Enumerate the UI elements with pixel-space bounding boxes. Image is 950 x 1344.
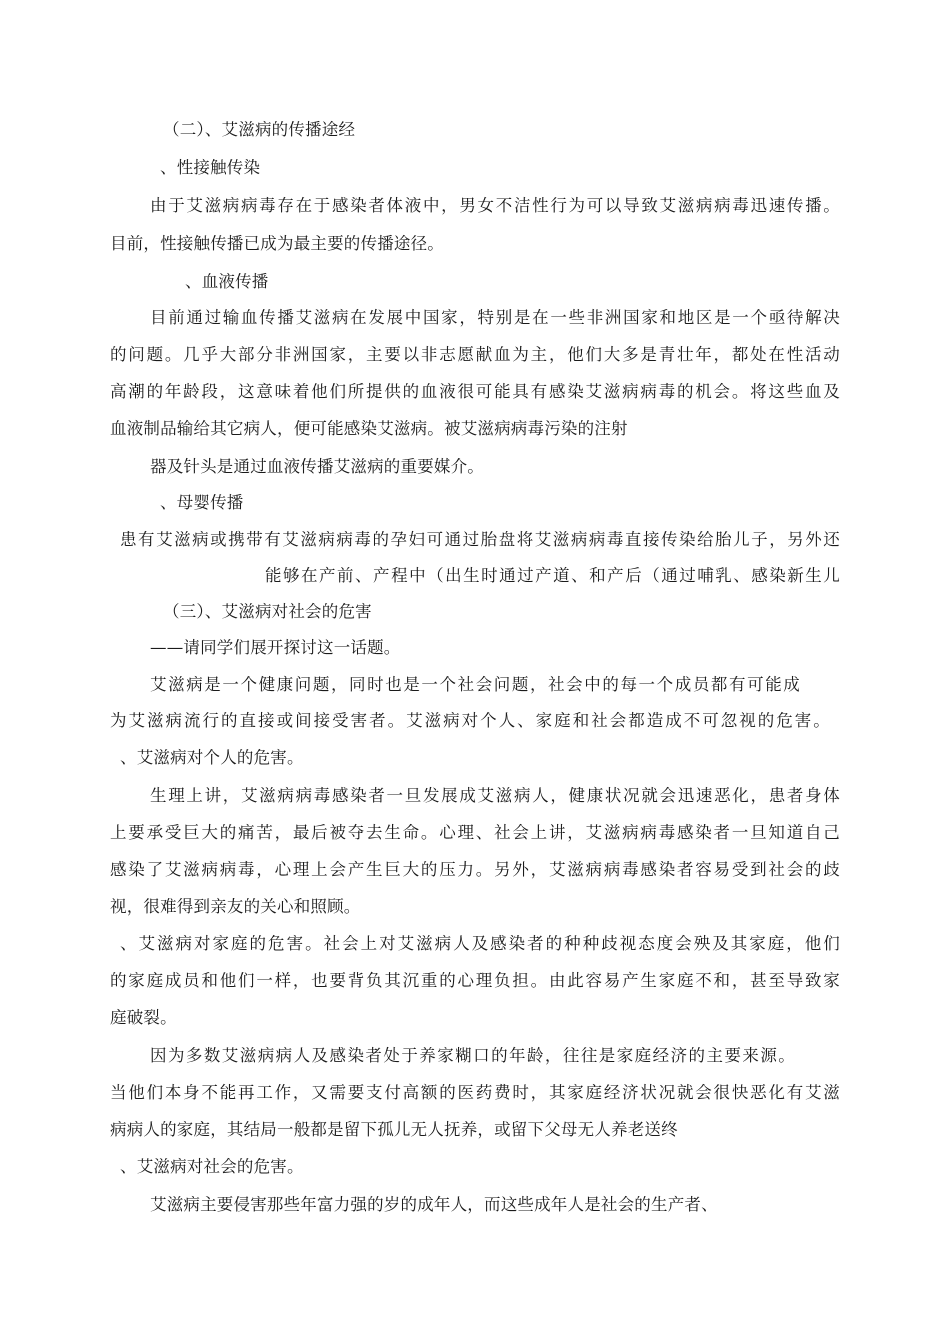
paragraph-line: 因为多数艾滋病病人及感染者处于养家糊口的年龄，往往是家庭经济的主要来源。 [150,1046,795,1065]
paragraph-line: 视，很难得到亲友的关心和照顾。 [110,897,361,916]
paragraph-line: 病病人的家庭，其结局一般都是留下孤儿无人抚养，或留下父母无人养老送终 [110,1120,678,1139]
paragraph-line: 的家庭成员和他们一样，也要背负其沉重的心理负担。由此容易产生家庭不和，甚至导致家 [110,971,840,990]
subheading-society-harm: 、艾滋病对社会的危害。 [120,1157,304,1176]
paragraph-line: 当他们本身不能再工作，又需要支付高额的医药费时，其家庭经济状况就会很快恶化有艾滋 [110,1083,840,1102]
paragraph-line: 感染了艾滋病病毒，心理上会产生巨大的压力。另外，艾滋病病毒感染者容易受到社会的歧 [110,860,840,879]
paragraph-line: 庭破裂。 [110,1008,177,1027]
paragraph-line: 器及针头是通过血液传播艾滋病的重要媒介。 [150,457,484,476]
subheading-individual-harm: 、艾滋病对个人的危害。 [120,748,304,767]
discussion-prompt: ——请同学们展开探讨这一话题。 [150,638,401,657]
subheading-blood-transmission: 、血液传播 [185,272,269,291]
paragraph-line: 高潮的年龄段，这意味着他们所提供的血液很可能具有感染艾滋病病毒的机会。将这些血及 [110,382,840,401]
subheading-sexual-transmission: 、性接触传染 [160,158,261,177]
paragraph-line: 上要承受巨大的痛苦，最后被夺去生命。心理、社会上讲，艾滋病病毒感染者一旦知道自己 [110,823,840,842]
subheading-mother-infant-transmission: 、母婴传播 [160,493,244,512]
paragraph-line: 为艾滋病流行的直接或间接受害者。艾滋病对个人、家庭和社会都造成不可忽视的危害。 [110,711,830,730]
section-heading-transmission: （二）、艾滋病的传播途经 [163,120,356,139]
paragraph-line: 能够在产前、产程中（出生时通过产道、和产后（通过哺乳、感染新生儿 [265,566,840,585]
section-heading-social-harm: （三）、艾滋病对社会的危害 [163,602,372,621]
paragraph-line: 血液制品输给其它病人，便可能感染艾滋病。被艾滋病病毒污染的注射 [110,419,628,438]
paragraph-line: 目前，性接触传播已成为最主要的传播途径。 [110,234,444,253]
paragraph-line: 的问题。几乎大部分非洲国家，主要以非志愿献血为主，他们大多是青壮年，都处在性活动 [110,345,840,364]
paragraph-line: 生理上讲，艾滋病病毒感染者一旦发展成艾滋病人，健康状况就会迅速恶化，患者身体 [150,786,840,805]
paragraph-line: 由于艾滋病病毒存在于感染者体液中，男女不洁性行为可以导致艾滋病病毒迅速传播。 [150,196,840,215]
paragraph-line: 目前通过输血传播艾滋病在发展中国家，特别是在一些非洲国家和地区是一个亟待解决 [150,308,840,327]
paragraph-line: 艾滋病是一个健康问题，同时也是一个社会问题，社会中的每一个成员都有可能成 [150,675,800,694]
paragraph-line: 艾滋病主要侵害那些年富力强的岁的成年人，而这些成年人是社会的生产者、 [150,1195,718,1214]
subheading-family-harm: 、艾滋病对家庭的危害。社会上对艾滋病人及感染者的种种歧视态度会殃及其家庭，他们 [120,934,840,953]
paragraph-line: 患有艾滋病或携带有艾滋病病毒的孕妇可通过胎盘将艾滋病病毒直接传染给胎儿子，另外还 [120,530,840,549]
